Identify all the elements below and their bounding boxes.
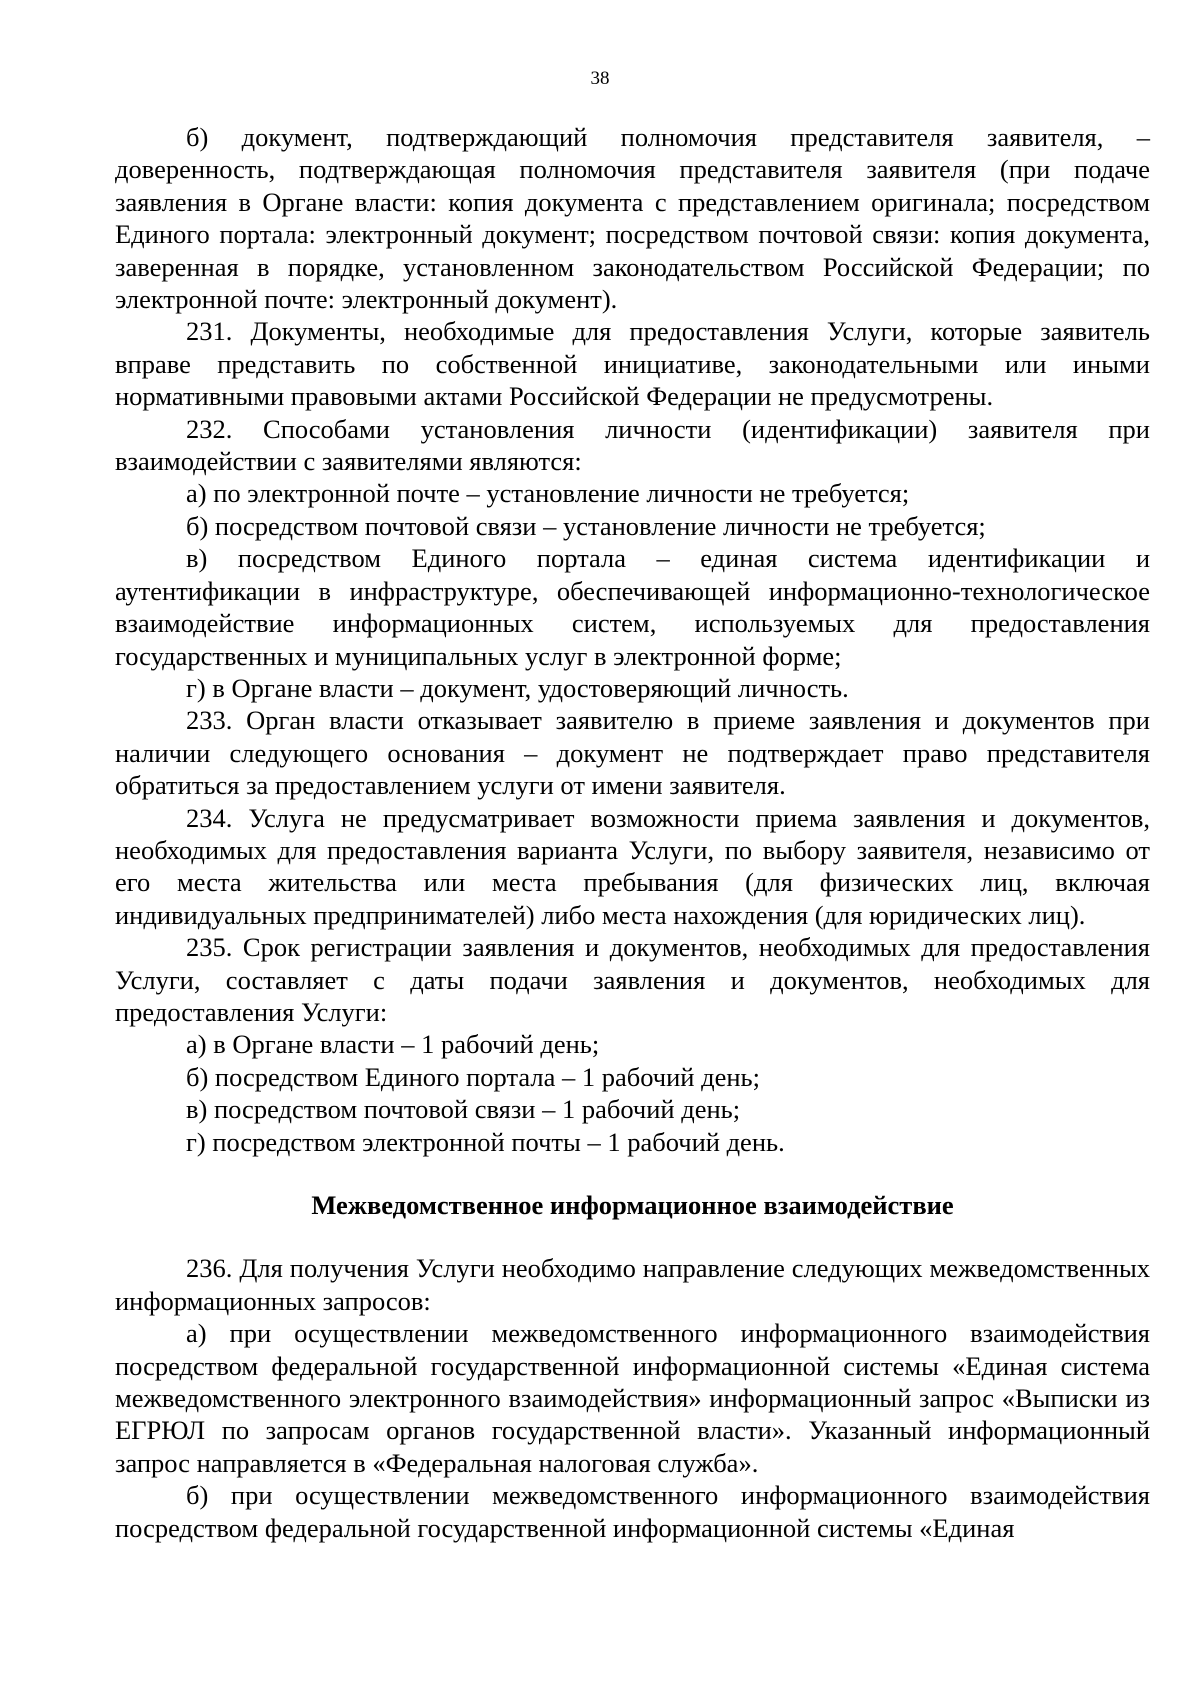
paragraph-232-b: б) посредством почтовой связи – установление личности не требуется; [186, 510, 986, 541]
paragraph-235-a: а) в Органе власти – 1 рабочий день; [186, 1029, 600, 1060]
paragraph-231: 231. Документы, необходимые для предоставления Услуги, которые заявитель вправе представить по собственной инициативе, законодательными или иными нормативными правовыми актами Российской Федерации не предусмотрены. [115, 316, 1150, 412]
paragraph-232-g: г) в Органе власти – документ, удостоверяющий личность. [186, 672, 849, 703]
paragraph-232: 232. Способами установления личности (идентификации) заявителя при взаимодействии с заявителями являются: [115, 413, 1150, 477]
paragraph-232-a: а) по электронной почте – установление личности не требуется; [186, 478, 910, 509]
paragraph-234: 234. Услуга не предусматривает возможности приема заявления и документов, необходимых для предоставления варианта Услуги, по выбору заявителя, независимо от его места жительства или места пребывания (для физических лиц, включая индивидуальных предпринимателей) либо места нахождения (для юридических лиц). [115, 802, 1150, 930]
paragraph-235-g: г) посредством электронной почты – 1 рабочий день. [186, 1126, 785, 1157]
paragraph-236: 236. Для получения Услуги необходимо направление следующих межведомственных информационных запросов: [115, 1253, 1150, 1316]
paragraph-236-a: а) при осуществлении межведомственного информационного взаимодействия посредством федеральной государственной информационной системы «Единая система межведомственного электронного взаимодействия» информационный запрос «Выписки из ЕГРЮЛ по запросам органов государственной власти». Указанный информационный запрос направляется в «Федеральная налоговая служба». [115, 1318, 1150, 1478]
paragraph-236-b: б) при осуществлении межведомственного информационного взаимодействия посредством федеральной государственной информационной системы «Единая [115, 1480, 1150, 1543]
paragraph-235-v: в) посредством почтовой связи – 1 рабочий день; [186, 1094, 741, 1125]
paragraph-233: 233. Орган власти отказывает заявителю в приеме заявления и документов при наличии следующего основания – документ не подтверждает право представителя обратиться за предоставлением услуги от имени заявителя. [115, 705, 1150, 801]
page-number: 38 [590, 68, 610, 89]
document-body [115, 121, 1150, 1544]
paragraph-item-b-power-of-attorney: б) документ, подтверждающий полномочия представителя заявителя, – доверенность, подтверждающая полномочия представителя заявителя (при подаче заявления в Органе власти: копия документа с представлением оригинала; посредством Единого портала: электронный документ; посредством почтовой связи: копия документа, заверенная в порядке, установленном законодательством Российской Федерации; по электронной почте: электронный документ). [115, 122, 1150, 315]
paragraph-235-b: б) посредством Единого портала – 1 рабочий день; [186, 1061, 760, 1092]
section-heading: Межведомственное информационное взаимодействие [311, 1190, 954, 1220]
paragraph-232-v: в) посредством Единого портала – единая система идентификации и аутентификации в инфраструктуре, обеспечивающей информационно-технологическое взаимодействие информационных систем, используемых для предоставления государственных и муниципальных услуг в электронной форме; [115, 543, 1150, 671]
paragraph-235: 235. Срок регистрации заявления и документов, необходимых для предоставления Услуги, составляет с даты подачи заявления и документов, необходимых для предоставления Услуги: [115, 932, 1150, 1027]
